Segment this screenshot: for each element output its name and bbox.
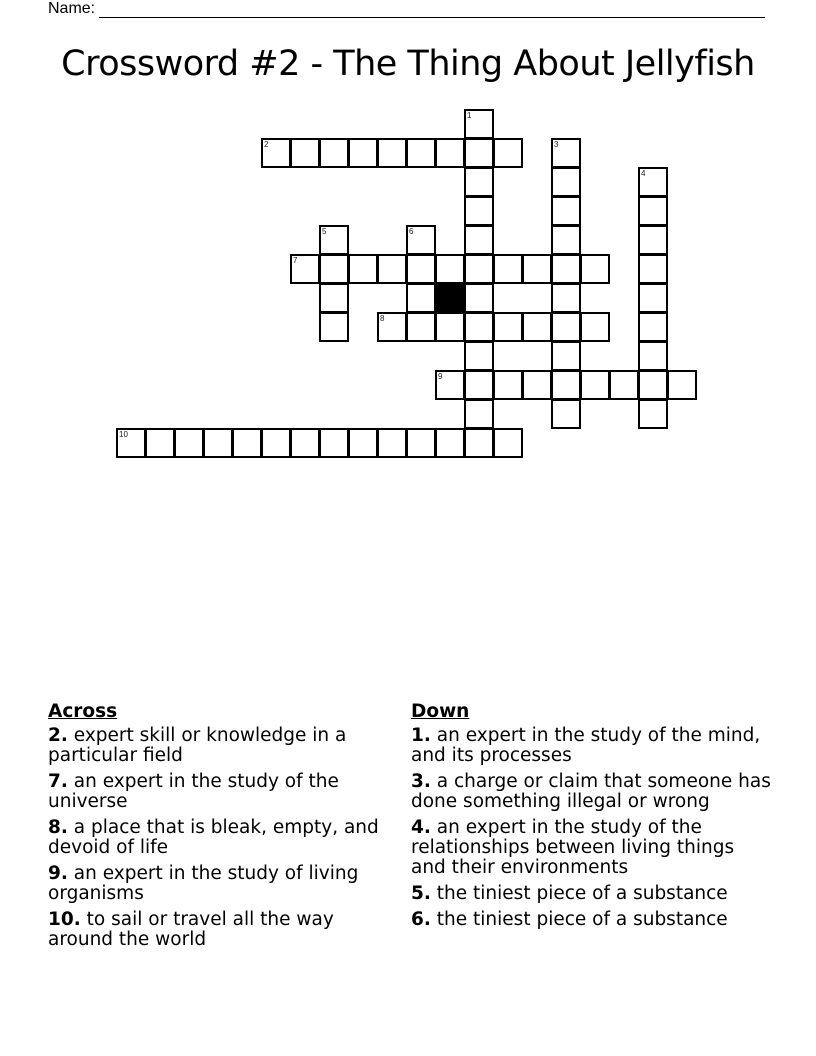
- grid-cell[interactable]: [464, 428, 494, 458]
- grid-cell[interactable]: [551, 138, 581, 168]
- clue-number: 9: [438, 372, 443, 381]
- grid-cell[interactable]: [667, 370, 697, 400]
- grid-cell[interactable]: [493, 312, 523, 342]
- grid-cell[interactable]: [406, 428, 436, 458]
- grid-cell[interactable]: [319, 283, 349, 313]
- grid-cell[interactable]: [580, 312, 610, 342]
- grid-cell[interactable]: [290, 428, 320, 458]
- grid-cell[interactable]: [638, 341, 668, 371]
- grid-cell[interactable]: [493, 428, 523, 458]
- grid-cell[interactable]: [348, 254, 378, 284]
- grid-cell[interactable]: [406, 312, 436, 342]
- grid-cell[interactable]: [551, 254, 581, 284]
- grid-cell[interactable]: [348, 138, 378, 168]
- name-label: Name:: [48, 0, 96, 17]
- grid-cell[interactable]: [580, 370, 610, 400]
- grid-cell[interactable]: [464, 370, 494, 400]
- clue-across-2: 2. expert skill or knowledge in a particular field: [48, 725, 347, 766]
- grid-cell[interactable]: [464, 225, 494, 255]
- grid-cell[interactable]: [464, 138, 494, 168]
- grid-cell[interactable]: [464, 341, 494, 371]
- grid-cell[interactable]: [551, 312, 581, 342]
- grid-cell[interactable]: [319, 428, 349, 458]
- grid-cell[interactable]: [406, 283, 436, 313]
- grid-cell[interactable]: [522, 370, 552, 400]
- black-cell: [435, 283, 465, 313]
- down-heading: Down: [411, 701, 470, 722]
- grid-cell[interactable]: [174, 428, 204, 458]
- clue-down-1: 1. an expert in the study of the mind, and its processes: [411, 725, 761, 766]
- grid-cell[interactable]: [377, 254, 407, 284]
- grid-cell[interactable]: [609, 370, 639, 400]
- clue-number: 6: [409, 227, 414, 236]
- grid-cell[interactable]: [493, 138, 523, 168]
- clue-down-3: 3. a charge or claim that someone has done something illegal or wrong: [411, 771, 771, 812]
- grid-cell[interactable]: [145, 428, 175, 458]
- grid-cell[interactable]: [290, 138, 320, 168]
- clue-across-10: 10. to sail or travel all the way around the world: [48, 909, 334, 950]
- grid-cell[interactable]: [522, 312, 552, 342]
- grid-cell[interactable]: [638, 167, 668, 197]
- grid-cell[interactable]: [580, 254, 610, 284]
- clue-number: 5: [322, 227, 327, 236]
- grid-cell[interactable]: [638, 196, 668, 226]
- grid-cell[interactable]: [319, 225, 349, 255]
- grid-cell[interactable]: [464, 109, 494, 139]
- grid-cell[interactable]: [377, 312, 407, 342]
- grid-cell[interactable]: [319, 138, 349, 168]
- grid-cell[interactable]: [464, 254, 494, 284]
- grid-cell[interactable]: [261, 138, 291, 168]
- page-title: Crossword #2 - The Thing About Jellyfish: [61, 44, 755, 84]
- grid-cell[interactable]: [551, 399, 581, 429]
- grid-cell[interactable]: [406, 138, 436, 168]
- grid-cell[interactable]: [638, 312, 668, 342]
- name-blank-line[interactable]: [99, 2, 765, 18]
- grid-cell[interactable]: [290, 254, 320, 284]
- grid-cell[interactable]: [319, 312, 349, 342]
- grid-cell[interactable]: [435, 312, 465, 342]
- grid-cell[interactable]: [551, 225, 581, 255]
- grid-cell[interactable]: [551, 370, 581, 400]
- clue-across-8: 8. a place that is bleak, empty, and devoid of life: [48, 817, 379, 858]
- clue-down-5: 5. the tiniest piece of a substance: [411, 883, 728, 904]
- clue-number: 2: [264, 140, 269, 149]
- grid-cell[interactable]: [464, 283, 494, 313]
- down-clues: [411, 702, 771, 936]
- grid-cell[interactable]: [638, 399, 668, 429]
- clue-number: 7: [293, 256, 298, 265]
- grid-cell[interactable]: [464, 312, 494, 342]
- grid-cell[interactable]: [551, 341, 581, 371]
- grid-cell[interactable]: [493, 254, 523, 284]
- grid-cell[interactable]: [638, 283, 668, 313]
- grid-cell[interactable]: [551, 167, 581, 197]
- grid-cell[interactable]: [435, 254, 465, 284]
- grid-cell[interactable]: [377, 138, 407, 168]
- grid-cell[interactable]: [348, 428, 378, 458]
- across-clues: [48, 702, 393, 956]
- across-heading: Across: [48, 701, 118, 722]
- clue-number: 3: [554, 140, 559, 149]
- clue-across-9: 9. an expert in the study of living organisms: [48, 863, 359, 904]
- grid-cell[interactable]: [522, 254, 552, 284]
- grid-cell[interactable]: [638, 370, 668, 400]
- grid-cell[interactable]: [464, 399, 494, 429]
- grid-cell[interactable]: [435, 428, 465, 458]
- clue-down-6: 6. the tiniest piece of a substance: [411, 909, 728, 930]
- grid-cell[interactable]: [435, 370, 465, 400]
- grid-cell[interactable]: [551, 283, 581, 313]
- grid-cell[interactable]: [377, 428, 407, 458]
- grid-cell[interactable]: [406, 225, 436, 255]
- grid-cell[interactable]: [319, 254, 349, 284]
- grid-cell[interactable]: [406, 254, 436, 284]
- grid-cell[interactable]: [493, 370, 523, 400]
- clue-number: 10: [119, 430, 128, 439]
- name-field[interactable]: [48, 0, 765, 18]
- grid-cell[interactable]: [261, 428, 291, 458]
- clue-down-4: 4. an expert in the study of the relationships between living things and their environments: [411, 817, 735, 878]
- grid-cell[interactable]: [435, 138, 465, 168]
- grid-cell[interactable]: [464, 167, 494, 197]
- grid-cell[interactable]: [464, 196, 494, 226]
- grid-cell[interactable]: [638, 254, 668, 284]
- grid-cell[interactable]: [116, 428, 146, 458]
- clue-number: 4: [641, 169, 646, 178]
- grid-cell[interactable]: [203, 428, 233, 458]
- grid-cell[interactable]: [638, 225, 668, 255]
- grid-cell[interactable]: [551, 196, 581, 226]
- clue-across-7: 7. an expert in the study of the universe: [48, 771, 339, 812]
- clue-number: 1: [467, 111, 472, 120]
- clue-number: 8: [380, 314, 385, 323]
- grid-cell[interactable]: [232, 428, 262, 458]
